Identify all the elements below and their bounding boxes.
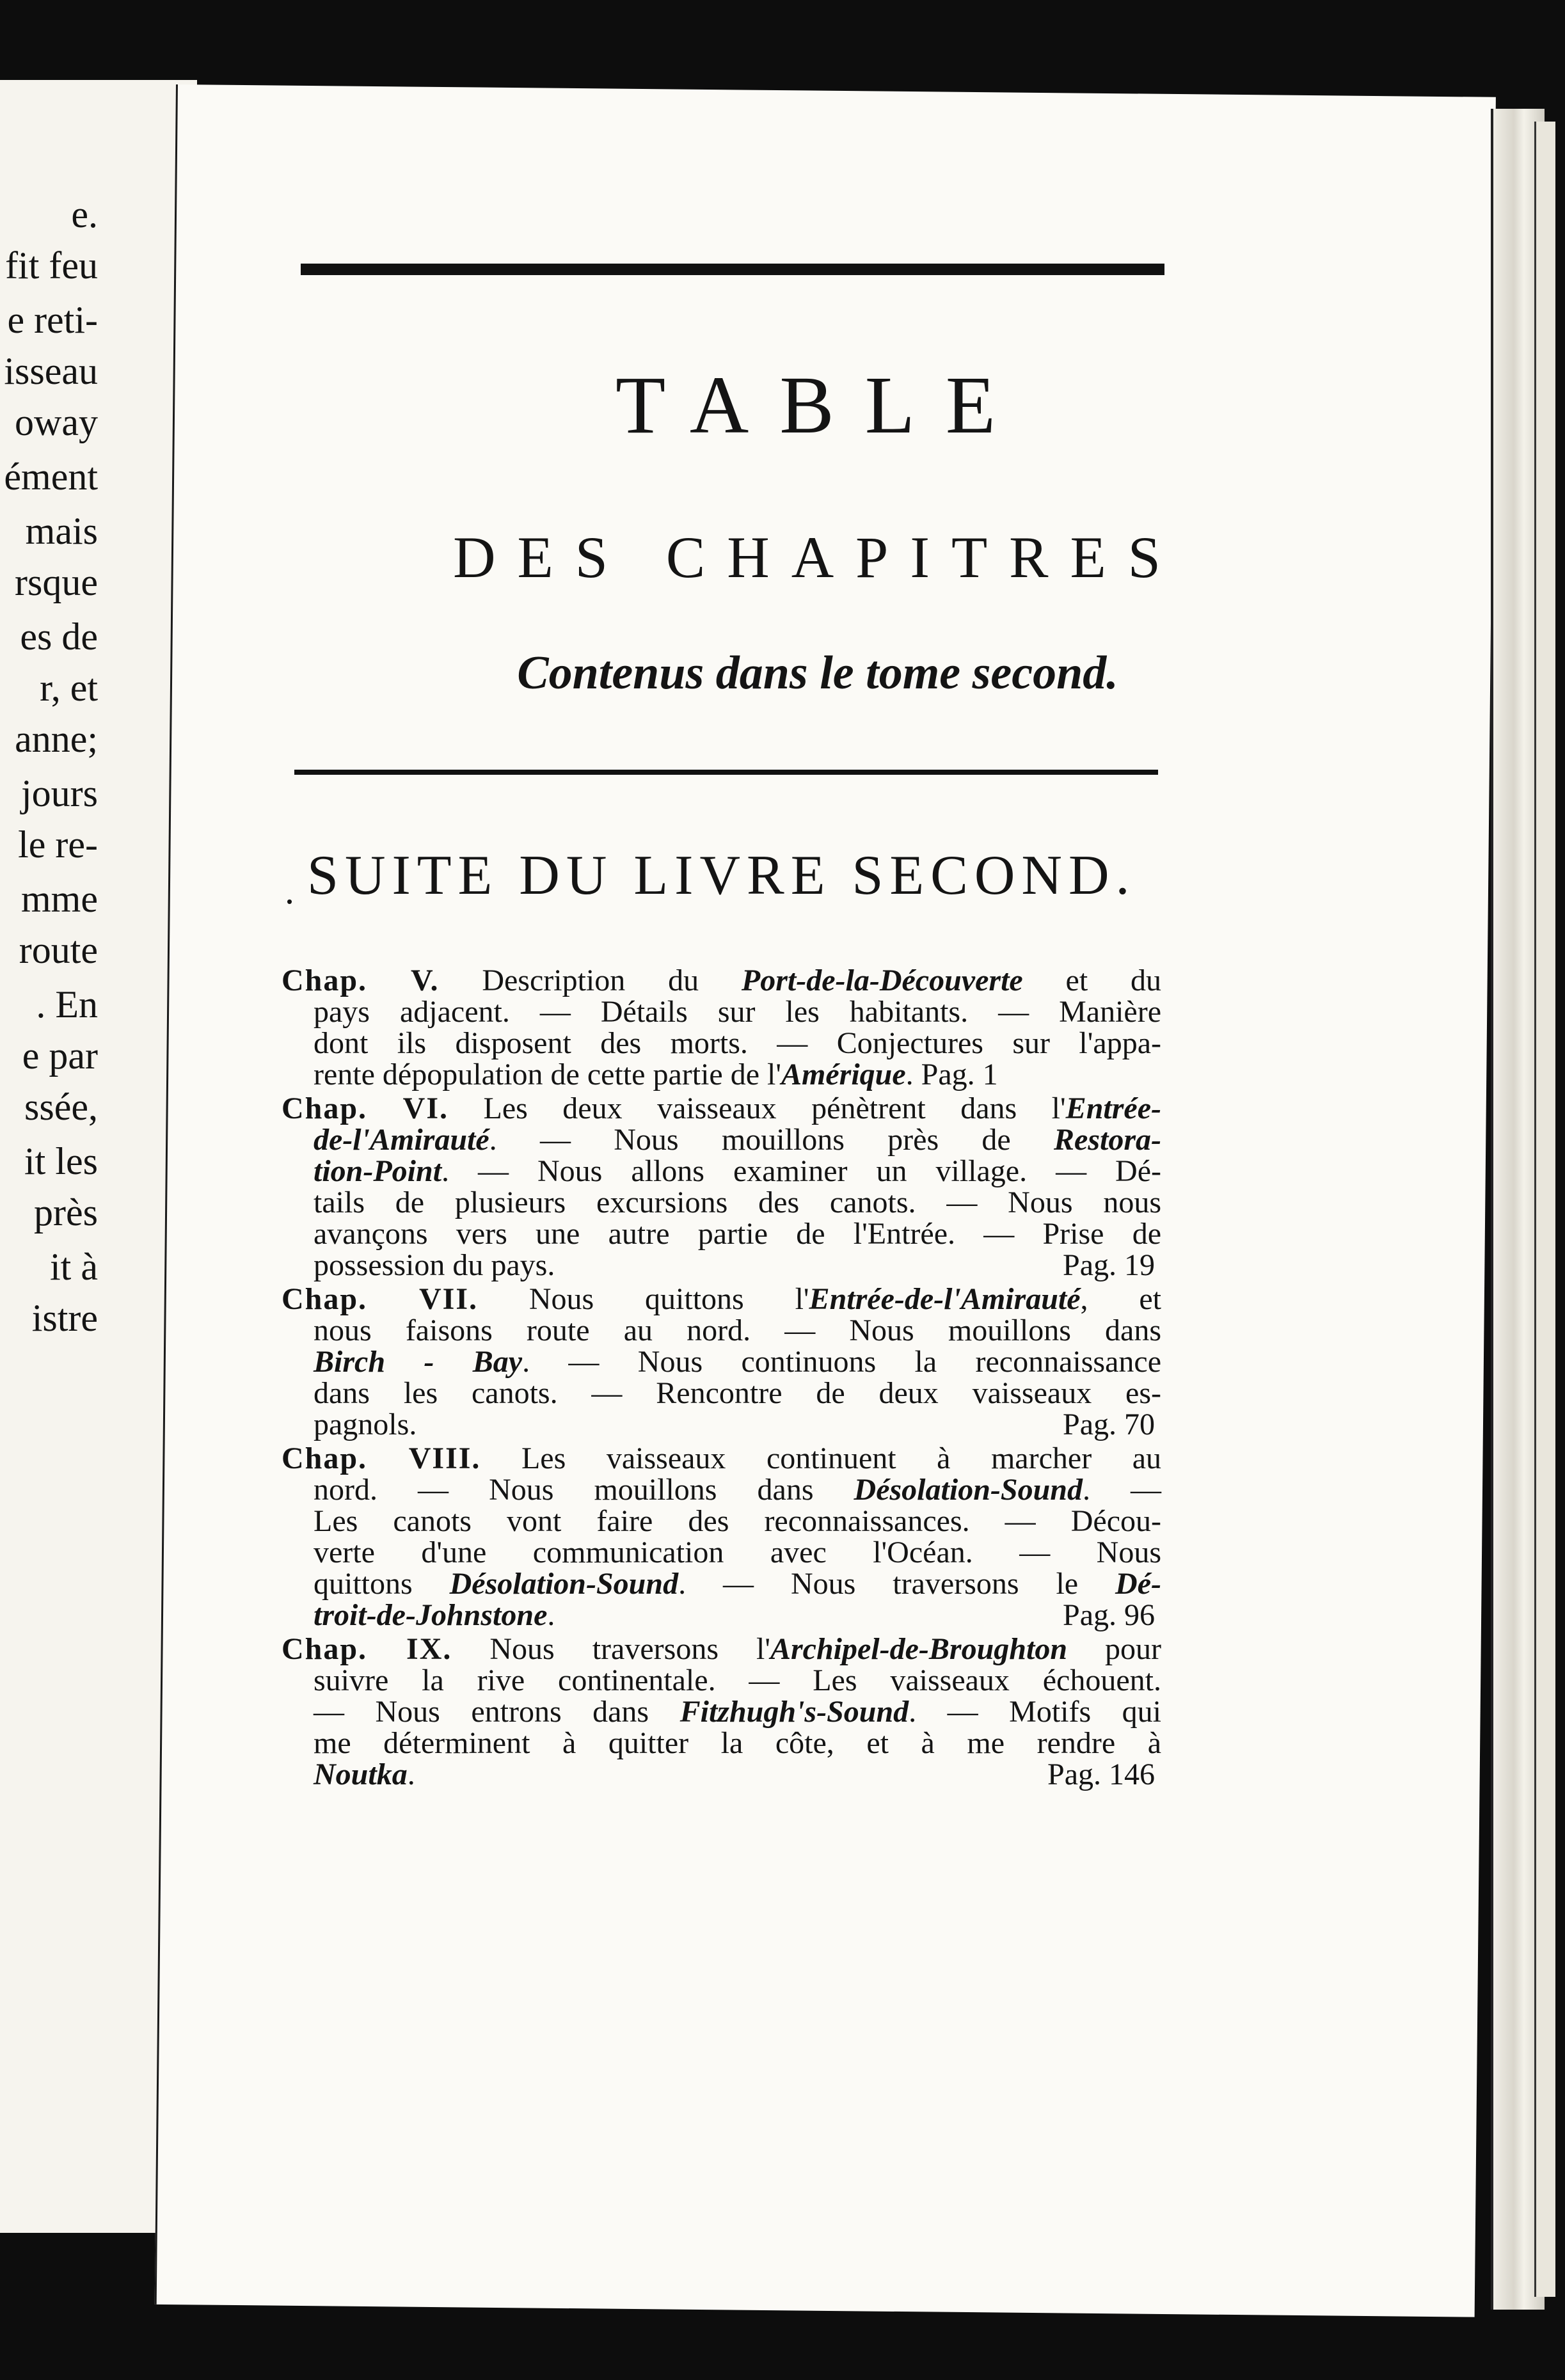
left-page-line: e reti- <box>7 299 98 341</box>
chapter-text: . — Nous allons examiner un village. — Dé- <box>441 1154 1161 1188</box>
chapter-text: dont ils disposent des morts. — Conjectures sur l'appa- <box>314 1026 1161 1060</box>
page-reference: Pag. 146 <box>1047 1757 1155 1791</box>
chapter-line <box>282 1443 1161 1474</box>
chapter-place-name: de-l'Amirauté <box>314 1123 489 1157</box>
left-page-line: près <box>34 1191 98 1234</box>
chapter-place-name: Birch - Bay <box>314 1345 523 1379</box>
page-reference: Pag. 19 <box>1063 1248 1155 1282</box>
chapter-entry <box>282 1093 1161 1281</box>
chapter-text: pagnols. <box>314 1408 417 1441</box>
chapter-line <box>282 1474 1161 1505</box>
chapter-text: avançons vers une autre partie de l'Entrée. — Prise de <box>314 1217 1161 1251</box>
chapter-text: pays adjacent. — Détails sur les habitants. — Manière <box>314 995 1161 1029</box>
page-reference: Pag. 96 <box>1063 1598 1155 1632</box>
chapter-place-name: Fitzhugh's-Sound <box>679 1695 909 1729</box>
left-page-line: anne; <box>15 718 98 760</box>
left-page-line: mme <box>21 878 98 920</box>
left-page-line: le re- <box>18 823 98 866</box>
chapter-text: rente dépopulation de cette partie de l' <box>314 1058 781 1091</box>
chapter-text: Description du <box>482 964 742 997</box>
left-page-line: jours <box>21 772 98 814</box>
chapter-line <box>282 996 1161 1027</box>
left-page-line: . En <box>36 983 98 1026</box>
left-page-line: e. <box>71 193 98 235</box>
left-page-line: oway <box>15 401 98 443</box>
left-page-line: istre <box>31 1297 98 1339</box>
chapter-line <box>282 1218 1161 1250</box>
chapter-place-name: Amérique <box>781 1058 906 1091</box>
chapter-line <box>282 1633 1161 1665</box>
left-page-line: ssée, <box>24 1086 98 1128</box>
chapter-place-name: Noutka <box>314 1757 408 1791</box>
chapter-text: . — Nous continuons la reconnaissance <box>522 1345 1161 1379</box>
chapter-entry <box>282 1633 1161 1790</box>
chapter-line <box>282 1283 1161 1315</box>
chapter-line <box>282 1727 1161 1759</box>
left-page-line: fit feu <box>5 244 98 287</box>
contents-line: Contenus dans le tome second. <box>517 647 1118 699</box>
chapter-line <box>282 1537 1161 1568</box>
page-subtitle: DES CHAPITRES <box>453 525 1182 590</box>
chapter-line <box>282 1155 1161 1187</box>
left-page-line: it à <box>50 1246 98 1288</box>
section-dot: . <box>285 869 294 912</box>
left-page-line: es de <box>20 615 98 658</box>
chapter-text: Nous quittons l' <box>528 1282 809 1316</box>
chapter-line <box>282 1027 1161 1059</box>
chapter-text: me déterminent à quitter la côte, et à me rendre à <box>314 1726 1161 1760</box>
chapter-text: . — <box>1082 1473 1161 1507</box>
chapter-place-name: Entrée- <box>1065 1091 1161 1125</box>
chapter-place-name: Entrée-de-l'Amirauté <box>809 1282 1081 1316</box>
left-page-line: it les <box>24 1140 98 1182</box>
chapter-line <box>282 1187 1161 1218</box>
top-rule <box>301 264 1164 275</box>
chapter-text: verte d'une communication avec l'Océan. — Nous <box>314 1535 1161 1569</box>
page-reference: Pag. 70 <box>1063 1408 1155 1441</box>
chapter-text: Nous traversons l' <box>489 1632 770 1666</box>
page-title: TABLE <box>615 360 1027 450</box>
chapter-text: pour <box>1067 1632 1162 1666</box>
chapter-place-name: Désolation-Sound <box>449 1567 679 1601</box>
chapter-text: . Pag. 1 <box>905 1058 998 1091</box>
chapter-label: Chap. IX. <box>282 1632 452 1666</box>
chapter-line <box>282 1568 1161 1599</box>
left-page-line: r, et <box>40 667 98 709</box>
chapter-line <box>282 1093 1161 1124</box>
chapter-place-name: Restora- <box>1054 1123 1161 1157</box>
chapter-text: tails de plusieurs excursions des canots. — Nous nous <box>314 1186 1161 1219</box>
chapter-text: . — Nous mouillons près de <box>489 1123 1054 1157</box>
chapter-line <box>282 1315 1161 1346</box>
chapter-place-name: Désolation-Sound <box>854 1473 1083 1507</box>
chapter-text: nord. — Nous mouillons dans <box>314 1473 854 1507</box>
chapter-place-name: Port-de-la-Découverte <box>741 964 1023 997</box>
chapter-entry <box>282 1283 1161 1440</box>
chapter-line <box>282 1665 1161 1696</box>
chapter-text: Les vaisseaux continuent à marcher au <box>521 1441 1162 1475</box>
left-page-line: rsque <box>15 561 98 603</box>
chapter-text: . — Motifs qui <box>909 1695 1161 1729</box>
left-page-line: mais <box>25 510 98 552</box>
left-page-line: e par <box>22 1035 98 1077</box>
chapter-text: Les canots vont faire des reconnaissances. — Décou- <box>314 1504 1161 1538</box>
chapter-place-name: Dé- <box>1115 1567 1161 1601</box>
chapter-text: suivre la rive continentale. — Les vaisseaux échouent. <box>314 1663 1161 1697</box>
chapter-text: . <box>407 1757 415 1791</box>
left-page-line: route <box>19 929 98 971</box>
chapter-label: Chap. VII. <box>282 1282 479 1316</box>
chapter-place-name: Archipel-de-Broughton <box>770 1632 1068 1666</box>
left-page-line: ément <box>4 456 98 498</box>
chapter-text: — Nous entrons dans <box>314 1695 680 1729</box>
left-page-line: isseau <box>4 350 98 392</box>
chapter-text: nous faisons route au nord. — Nous mouillons dans <box>314 1313 1161 1347</box>
chapter-text: dans les canots. — Rencontre de deux vaisseaux es- <box>314 1376 1161 1410</box>
section-heading: SUITE DU LIVRE SECOND. <box>307 845 1136 907</box>
chapter-entry <box>282 1443 1161 1631</box>
chapter-label: Chap. VI. <box>282 1091 449 1125</box>
chapter-line <box>282 965 1161 996</box>
chapter-entry <box>282 965 1161 1090</box>
chapter-line <box>282 1505 1161 1537</box>
chapter-text: . <box>547 1598 555 1632</box>
middle-rule <box>294 770 1158 775</box>
chapter-label: Chap. VIII. <box>282 1441 481 1475</box>
chapter-text: et du <box>1022 964 1162 997</box>
chapter-line <box>282 1696 1161 1727</box>
chapter-text: . — Nous traversons le <box>678 1567 1116 1601</box>
chapter-place-name: tion-Point <box>314 1154 442 1188</box>
chapter-text: quittons <box>314 1567 450 1601</box>
chapter-line <box>282 1124 1161 1155</box>
chapter-place-name: troit-de-Johnstone <box>314 1598 548 1632</box>
chapter-text: Les deux vaisseaux pénètrent dans l' <box>483 1091 1066 1125</box>
chapter-text: , et <box>1080 1282 1161 1316</box>
chapter-line <box>282 1377 1161 1409</box>
chapter-line <box>282 1059 1161 1090</box>
table-of-contents <box>282 965 1161 1793</box>
chapter-line <box>282 1346 1161 1377</box>
chapter-label: Chap. V. <box>282 964 440 997</box>
chapter-text: possession du pays. <box>314 1248 555 1282</box>
